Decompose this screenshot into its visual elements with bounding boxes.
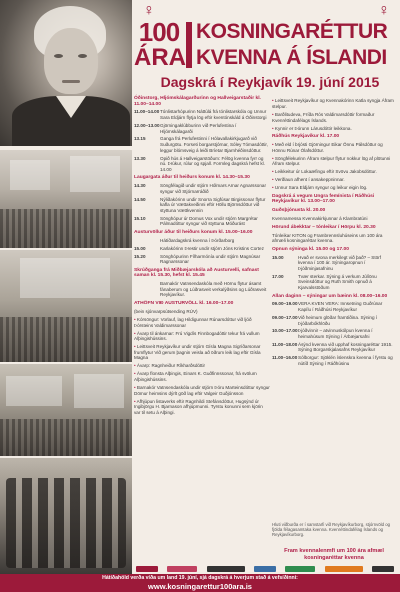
anniversary-label: ÁRA [134,44,186,71]
event-time: 11.00–14.00 [134,109,160,115]
schedule-row [272,301,396,312]
event-description: VERA KVEN VERA: Innsetning Guðrúnar Kapílu í Ráðhúsi Reykjavíkur [298,301,383,313]
section-title: Hörund ábekktar – tónleikar í Hörpu kl. 20.30 [272,224,376,230]
section-title: Óðinstorg, Hljómskálagarðurinn og Hallveigarstaðir kl. 11.00–14.00 [134,96,261,107]
schedule-row [134,254,270,265]
venus-icon: ♀ [378,2,390,19]
group-photo [0,458,132,574]
event-description: Tónlistarhópurinn Náttúlá frá tónlistarskóla og Unnur Sara Eldjárn flytja lög eftir kventónskáld á Óðinstorgi [160,109,267,121]
section-subtitle: (bein sjónvarpsútsending RÚV) [134,309,198,315]
event-time: 15.00 [134,245,146,251]
event-time: 10.00–17.00 [272,328,298,334]
footer [0,574,400,592]
program-item: • Verðlaun afhent í ansakeppninnar. [272,177,396,183]
historical-photo [0,364,132,456]
photo-strip [0,150,132,574]
program-item: • Unnur Sara Eldjárn syngur og leikur eigin lög. [272,185,396,191]
program-item: • Söngfélekurinn Áfram stelpur flytur nokkur lög af plötunni Áfram stelpur. [272,156,396,167]
historical-photo [0,150,132,248]
event-description: Karlakórinn Þrestir undir stjórn Jóns Kristins Cortez [160,245,264,251]
event-time: 15.20 [134,253,146,259]
event-time [134,238,160,244]
event-description: Ganga frá Perlufestinni í Hólavallakirkjugarð við Suðurgötu. Forseti borgarstjórnar, Sóley Tómasdóttir, leggur blómsveig á leiði Bríetar Bjarnhéðinsdóttur. [160,136,268,153]
sponsor-logo [285,566,315,572]
event-time: 13.30 [134,155,146,161]
title-line-2: KVENNA Á ÍSLANDI [196,46,387,69]
program-item: • Leittsveit Reykjavíkur undir stjórn Gísla Magna Sigríðarsonar frumflytur Við gerum þagnin veisla að öðrum leik lag eftir Gísla Magna [134,344,270,361]
program-item: • Ávarp: Ragnheiður Ríkharðsdóttir [134,363,270,369]
event-time: 13.15 [134,136,146,142]
sponsor-logo [207,566,245,572]
program-item: • Afhjúpun listaverks eftir Ragnhildi Stefánsdóttur, Hugsýnd úr Ingibjörgu H. Bjarnason afhjúpmunni. Tyrstu konunni sem kjörin var til setu á Alþingi. [134,399,270,416]
event-time: 11.00–18.00 [272,341,298,347]
event-description: Sólborgur: Sjöklén íslenskra kvenna í fyrstu og nútíð Sýning í Ráðhúsinu [298,355,393,366]
program-item: • Leittsveit Reykjavíkur og Kvennakórinn Katla syngja Áfram stelpur. [272,98,396,109]
footnote: Hluti viðburða er í samstarfi við Reykjavíkurborg, stjórnvöld og fjölda félagasamtaka kvenna. Kvenréttindafélag Íslands og Reykjavíkurborg. [272,522,390,537]
event-time: 12.00–13.00 [134,122,160,128]
event-description: Við heimum glöðar framtíðina. Sýning í Þjóðarbókhlöðu [298,314,378,326]
schedule-row [134,281,270,298]
schedule-row [134,123,270,134]
sponsor-logo [254,566,276,572]
program-item: • Leikkeitur úr Lokaæfingu eftir Svövu Jakobsdóttur. [272,169,396,175]
program-item: • Ávarp til ánkarnar: Frú Vigdís Finnbogadóttir tekur frá vullum Alþingishússins. [134,331,270,342]
sponsor-logo [372,566,394,572]
program-left-column [134,96,270,415]
schedule-row [272,342,396,353]
section-text: Tónleikar KITON og Frambrennsluhúseins um 100 ára afmæli kosningaréttar kvenna. [272,232,383,244]
program-right-column [272,96,396,367]
program-item: • Barnakór Vatnsendaskóla undir stjórn Þóru Marteinsdóttur syngur Dömur heimsins dýrlt göð lag eftir Valgeir Guðjónsson [134,385,270,396]
title-divider [186,22,192,68]
event-description: Hvað er svona merkilegt við það? – Störf kvenna í 100 ár. Sýningaropnun í Þjóðminjasafninu [298,254,381,271]
program-item: • Barðlitudeva, Fríða Rós Valdimarsdóttir formaður Kvenréttindafélags Íslands. [272,112,396,123]
section-title: Opnun sýninga kl. 15.00 og 17.00 [272,246,349,252]
schedule-row [134,109,270,120]
event-time: 15.10 [134,215,146,221]
event-description: Nýliðakórinn undir Snorra Sigfúsar Birgissonar flytur kafla úr Vættakveðinni eftir Höllu Björnsdóttur við styttuna Vættkvennin [160,196,266,213]
program-item: • Kórsöngur: Vorlauf, lag Hildigunnar Rúnarsdóttur við ljóð Þórsteins Valdimarssonar [134,317,270,328]
schedule-row [134,216,270,227]
schedule-row [134,136,270,153]
call-to-action: Fram kvennalenmfi um 100 ára afmæl kosningaréttar kvenna [284,548,384,561]
footer-text: Hátíðahöld verða víða um land 19. júní, sjá dagskrá á hverjum stað á vefsíðinni: [102,575,298,581]
event-description: Söngfélagið undir stjórn Hólmars Arnar Agnarssonar syngur við Stjórnarráðið [160,183,266,194]
portrait-photo [0,0,132,146]
sponsor-logo [136,566,158,572]
schedule-row [134,156,270,173]
event-description: Opið hús á Hallveigarstöðum: Félög kvenna fyrr og nú. Þrúkur, rúlur og spjall. Formleg dagskrá hefst kl. 14.00 [160,155,265,172]
schedule-row [134,246,270,252]
schedule-row [134,197,270,214]
section-title: Austurvöllur áður til heiðurs konum kl. 15.00–16.00 [134,229,253,235]
sponsor-logos [136,564,394,574]
title-line-1: KOSNINGARÉTTUR [196,20,388,43]
event-time: 09.00–19.00 [272,301,298,307]
program-item: • Með eld í brjósti Gjörningur Eikar Önnu Pálsdóttur og Hönnu Rúnar Ólafsdóttur. [272,142,396,153]
section-title: Skrúðganga frá Miðbæjarskóla að Austurvelli, safnast saman kl. 15.30, hefst kl. 15.45 [134,267,259,279]
event-time: 11.00–16.00 [272,355,298,361]
page-subtitle: Dagskrá í Reykjavík 19. júní 2015 [160,74,380,90]
anniversary-number: 100 [138,17,180,47]
event-description: Barnakór Vatnsendaskóla með Hörnu flytur ásamt fánaberum og Lúðrasveit verkalýðsins og Lúðrasveit Reykjavíkur. [160,281,267,298]
section-title: Ráðhús Reykjavíkur kl. 17.00 [272,134,340,140]
program-item: • Ávarp flonsta Alþingis, Einars K. Guðfinnssonar, frá svölum Alþingishússins. [134,371,270,382]
event-time: 15.00 [272,254,284,260]
schedule-row [134,183,270,194]
event-time: 17.00 [272,273,284,279]
schedule-row [272,355,396,366]
event-description: Gjörningaklúbburinn við Perlufestina í Hljómskálagarði [160,122,237,134]
schedule-row [272,255,396,272]
program-item: • Kynnir er Þórunn Lárusdóttir leikkona. [272,126,396,132]
event-time: 14.30 [134,183,146,189]
footer-url[interactable]: www.kosningarettur100ara.is [148,582,252,591]
section-title: ATHÖFN VIÐ AUSTURVÖLL kl. 16.00–17.00 [134,301,234,307]
sponsor-logo [167,566,197,572]
event-description: Hátíðardagskrá kvenna í Þórðarborg [160,237,235,243]
sponsor-logo [325,566,363,572]
event-description: Ásýnd kvenna við upphaf kosningaréttar 1915. Sýning Borgarskjalasafns Reykjavíkur [298,341,393,353]
schedule-row [134,238,270,244]
schedule-row [272,328,396,339]
event-description: Sönghópurinn Fílharmónía undir stjórn Magnúsar Ragnarssonar [160,253,261,265]
historical-photo [0,250,132,362]
section-title: Laugargata áður til heiðurs konum kl. 14.30–15.30 [134,175,250,181]
event-time: 09.00–17.00 [272,314,298,320]
event-description: Þjóðvinnir – atvinnuskólpun kvenna í heimahúsum Sýning í Árbæjarsafni [298,328,373,339]
section-title: Guðsþjónusta kl. 20.00 [272,208,326,214]
venus-icon: ♀ [143,2,155,19]
section-title: Allan daginn – sýningar um bæinn kl. 08.00–16.00 [272,293,388,299]
event-time: 14.50 [134,196,146,202]
event-time [134,281,160,298]
event-description: Tvær sterkar. Sýning á verkum Júlíönu Sveinsdóttur og Ruth Smith opnuð á Kjarvalsstöðum [298,273,377,290]
event-description: Sönghópur úr Domus Vox undir stjórn Margrétar Pálmadóttur syngur við styttuna Móðurást [160,215,258,227]
section-title: Dagskrá á vegum Ungra femínista í Ráðhúsi Reykjavíkur kl. 13.00–17.00 [272,193,375,205]
schedule-row [272,315,396,326]
section-text: Kvennamessa Kvennakirkjunnar á Klambratúni [272,216,368,222]
schedule-row [272,274,396,291]
